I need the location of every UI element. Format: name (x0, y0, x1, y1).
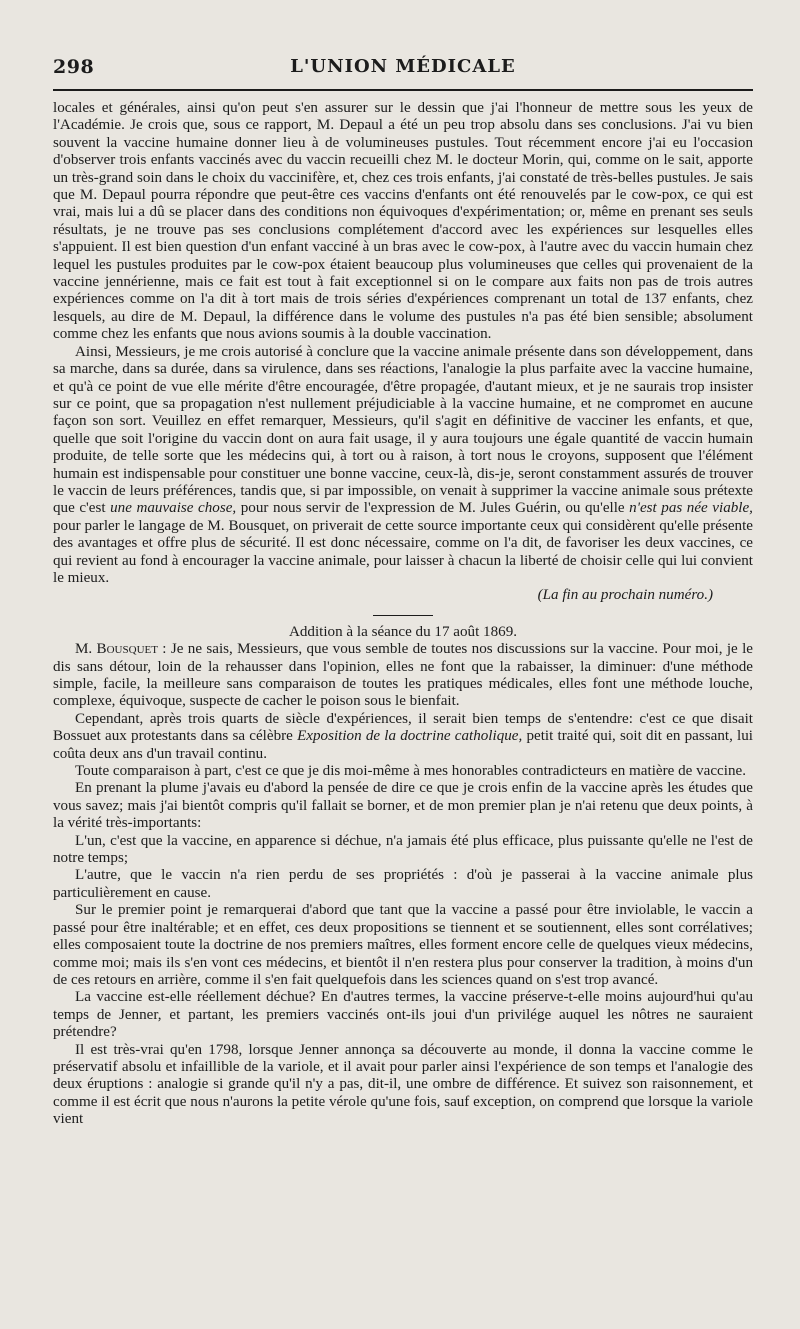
paragraph: Sur le premier point je remarquerai d'abord que tant que la vaccine a passé pour être inviolable, le vaccin a passé pour être inaltérable; et en effet, ces deux propositions se tiennent et se soutiennent, elles sont corrélatives; elles composaient toute la doctrine de nos premiers maîtres, elles forment encore celle de quelques vieux médecins, comme moi; mais ils s'en vont ces médecins, et bientôt il n'en restera plus pour conserver la tradition, à moins d'un de ces retours en arrière, comme il s'en fait quelquefois dans les sciences quand on s'est trop avancé. (53, 902, 753, 988)
italic-title: Exposition de la doctrine catholique, (297, 728, 523, 745)
paragraph: L'autre, que le vaccin n'a rien perdu de ses propriétés : d'où je passerai à la vaccine animale plus particulièrement en cause. (53, 867, 753, 901)
italic-quote: une mauvaise chose, (110, 500, 237, 517)
header-rule (53, 89, 753, 91)
text-run: pour nous servir de l'expression de M. Jules Guérin, ou qu'elle (240, 500, 625, 517)
text-run: pour parler le langage de M. Bousquet, on priverait de cette source importante ceux qui considèrent qu'elle présente des avantages et offre plus de sécurité. Il est donc nécessaire, comme on l'a dit, de favoriser les deux vaccines, ce qui revient au fond à encourager la vaccine animale, pour laisser à chacun la liberté de choisir celle qui lui convient le mieux. (53, 517, 753, 586)
section-divider (373, 615, 433, 616)
text-run: Cependant, après trois quarts de siècle d'expériences, il serait bien temps de s'entendre: c'est ce que disait Bossuet aux protestants dans sa célèbre (53, 710, 753, 745)
text-run: Ainsi, Messieurs, je me crois autorisé à conclure que la vaccine animale présente dans son développement, dans sa marche, dans sa durée, dans sa virulence, dans ses réactions, l'analogie la plus parfaite avec la vaccine humaine, et qu'à ce point de vue elle mérite d'être encouragée, d'être propagée, d'autant mieux, et je ne saurais trop insister sur ce point, que sa propagation n'est nullement préjudiciable à la vaccine humaine, et ne compromet en aucune façon son sort. Veuillez en effet remarquer, Messieurs, qu'il s'agit en définitive de vacciner les enfants, et que, quelle que soit l'origine du vaccin dont on aura fait usage, il y aura toujours une égale quantité de vaccin humain produite, de telle sorte que les médecins qui, à tort ou à raison, à tort nous le croyons, supposent que l'élément humain est indispensable pour constituer une bonne vaccine, ceux-là, dis-je, seront constamment assurés de trouver le vaccin de leurs préférences, tandis que, si par impossible, on venait à supprimer la vaccine animale sous prétexte que c'est (53, 343, 753, 517)
paragraph: En prenant la plume j'avais eu d'abord la pensée de dire ce que je crois enfin de la vaccine après les études que vous savez; mais j'ai bientôt compris qu'il fallait se borner, et de mon premier plan je n'ai retenu que deux points, à la vérité très-importants: (53, 780, 753, 832)
paragraph: L'un, c'est que la vaccine, en apparence si déchue, n'a jamais été plus efficace, plus puissante qu'elle ne l'est de notre temps; (53, 832, 753, 867)
italic-quote: n'est pas née viable, (629, 500, 753, 517)
paragraph: Toute comparaison à part, c'est ce que je dis moi-même à mes honorables contradicteurs en matière de vaccine. (75, 763, 746, 780)
section-title: Addition à la séance du 17 août 1869. (288, 623, 518, 640)
paragraph-bossuet (53, 711, 753, 763)
body-text (53, 100, 753, 1129)
paragraph-conclusion (53, 344, 753, 588)
paragraph: La vaccine est-elle réellement déchue? En d'autres termes, la vaccine préserve-t-elle moins aujourd'hui qu'au temps de Jenner, et partant, les premiers vaccinés ont-ils joui d'un privilége auquel les nôtres ne sauraient prétendre? (53, 989, 753, 1041)
running-title: L'UNION MÉDICALE (290, 56, 516, 77)
page-header (53, 56, 753, 86)
to-be-continued-note: (La fin au prochain numéro.) (537, 587, 713, 604)
page-number: 298 (53, 56, 95, 78)
text-run: petit traité qui, soit dit en passant, lui coûta deux ans d'un travail continu. (53, 728, 753, 762)
paragraph-speaker (53, 641, 753, 711)
paragraph-continued: locales et générales, ainsi qu'on peut s'en assurer sur le dessin que j'ai l'honneur de mettre sous les yeux de l'Académie. Je crois que, sous ce rapport, M. Depaul a été un peu trop absolu dans ses conclusions. J'ai vu bien souvent la vaccine humaine donner lieu à de volumineuses pustules. Tout récemment encore j'ai eu l'occasion d'observer trois enfants vaccinés avec du vaccin recueilli chez M. le docteur Morin, qui, comme on le sait, apporte un très-grand soin dans le choix du vaccinifère, et, chez ces trois enfants, j'ai constaté de très-belles pustules. Je sais que M. Depaul pourra répondre que peut-être ces vaccins d'enfants ont été renouvelés par le cow-pox, ce qui est vrai, mais lui a dû se placer dans des conditions non équivoques d'expérimentation; or, même en prenant ses seuls résultats, je ne trouve pas ses conclusions complétement d'accord avec les expériences sur lesquelles elles s'appuient. Il est bien question d'un enfant vacciné à un bras avec le cow-pox, à l'autre avec du vaccin humain chez lequel les pustules produites par le cow-pox étaient beaucoup plus volumineuses que celles qui provenaient de la vaccine jennérienne, mais ce fait est tout à fait exceptionnel si on le compare aux faits non pas de trois autres expériences comme on l'a dit à tort mais de trois séries d'expériences comprenant un total de 137 enfants, chez lesquels, au dire de M. Depaul, la différence dans le volume des pustules n'a pas été bien sensible; absolument comme chez les enfants que nous avions soumis à la double vaccination. (53, 100, 753, 343)
speaker-name: M. Bousquet : (75, 641, 167, 658)
text-run: Je ne sais, Messieurs, que vous semble de toutes nos discussions sur la vaccine. Pour moi, je le dis sans détour, loin de la rehausser dans l'opinion, elles ne font que la rabaisser, la diminuer: d'une méthode simple, facile, la meilleure sans comparaison de toutes les pratiques médicales, elles font une méthode louche, complexe, équivoque, suspecte de cacher le poison sous le bienfait. (53, 641, 753, 710)
paragraph: Il est très-vrai qu'en 1798, lorsque Jenner annonça sa découverte au monde, il donna la vaccine comme le préservatif absolu et infaillible de la variole, et il avait pour parler ainsi l'expérience de son temps et l'analogie des deux éruptions : analogie si grande qu'il n'y a pas, dit-il, une ombre de différence. Et suivez son raisonnement, et comme il est écrit que nous n'aurons la petite vérole qu'une fois, sauf exception, on comprend que lorsque la variole vient (53, 1041, 753, 1128)
